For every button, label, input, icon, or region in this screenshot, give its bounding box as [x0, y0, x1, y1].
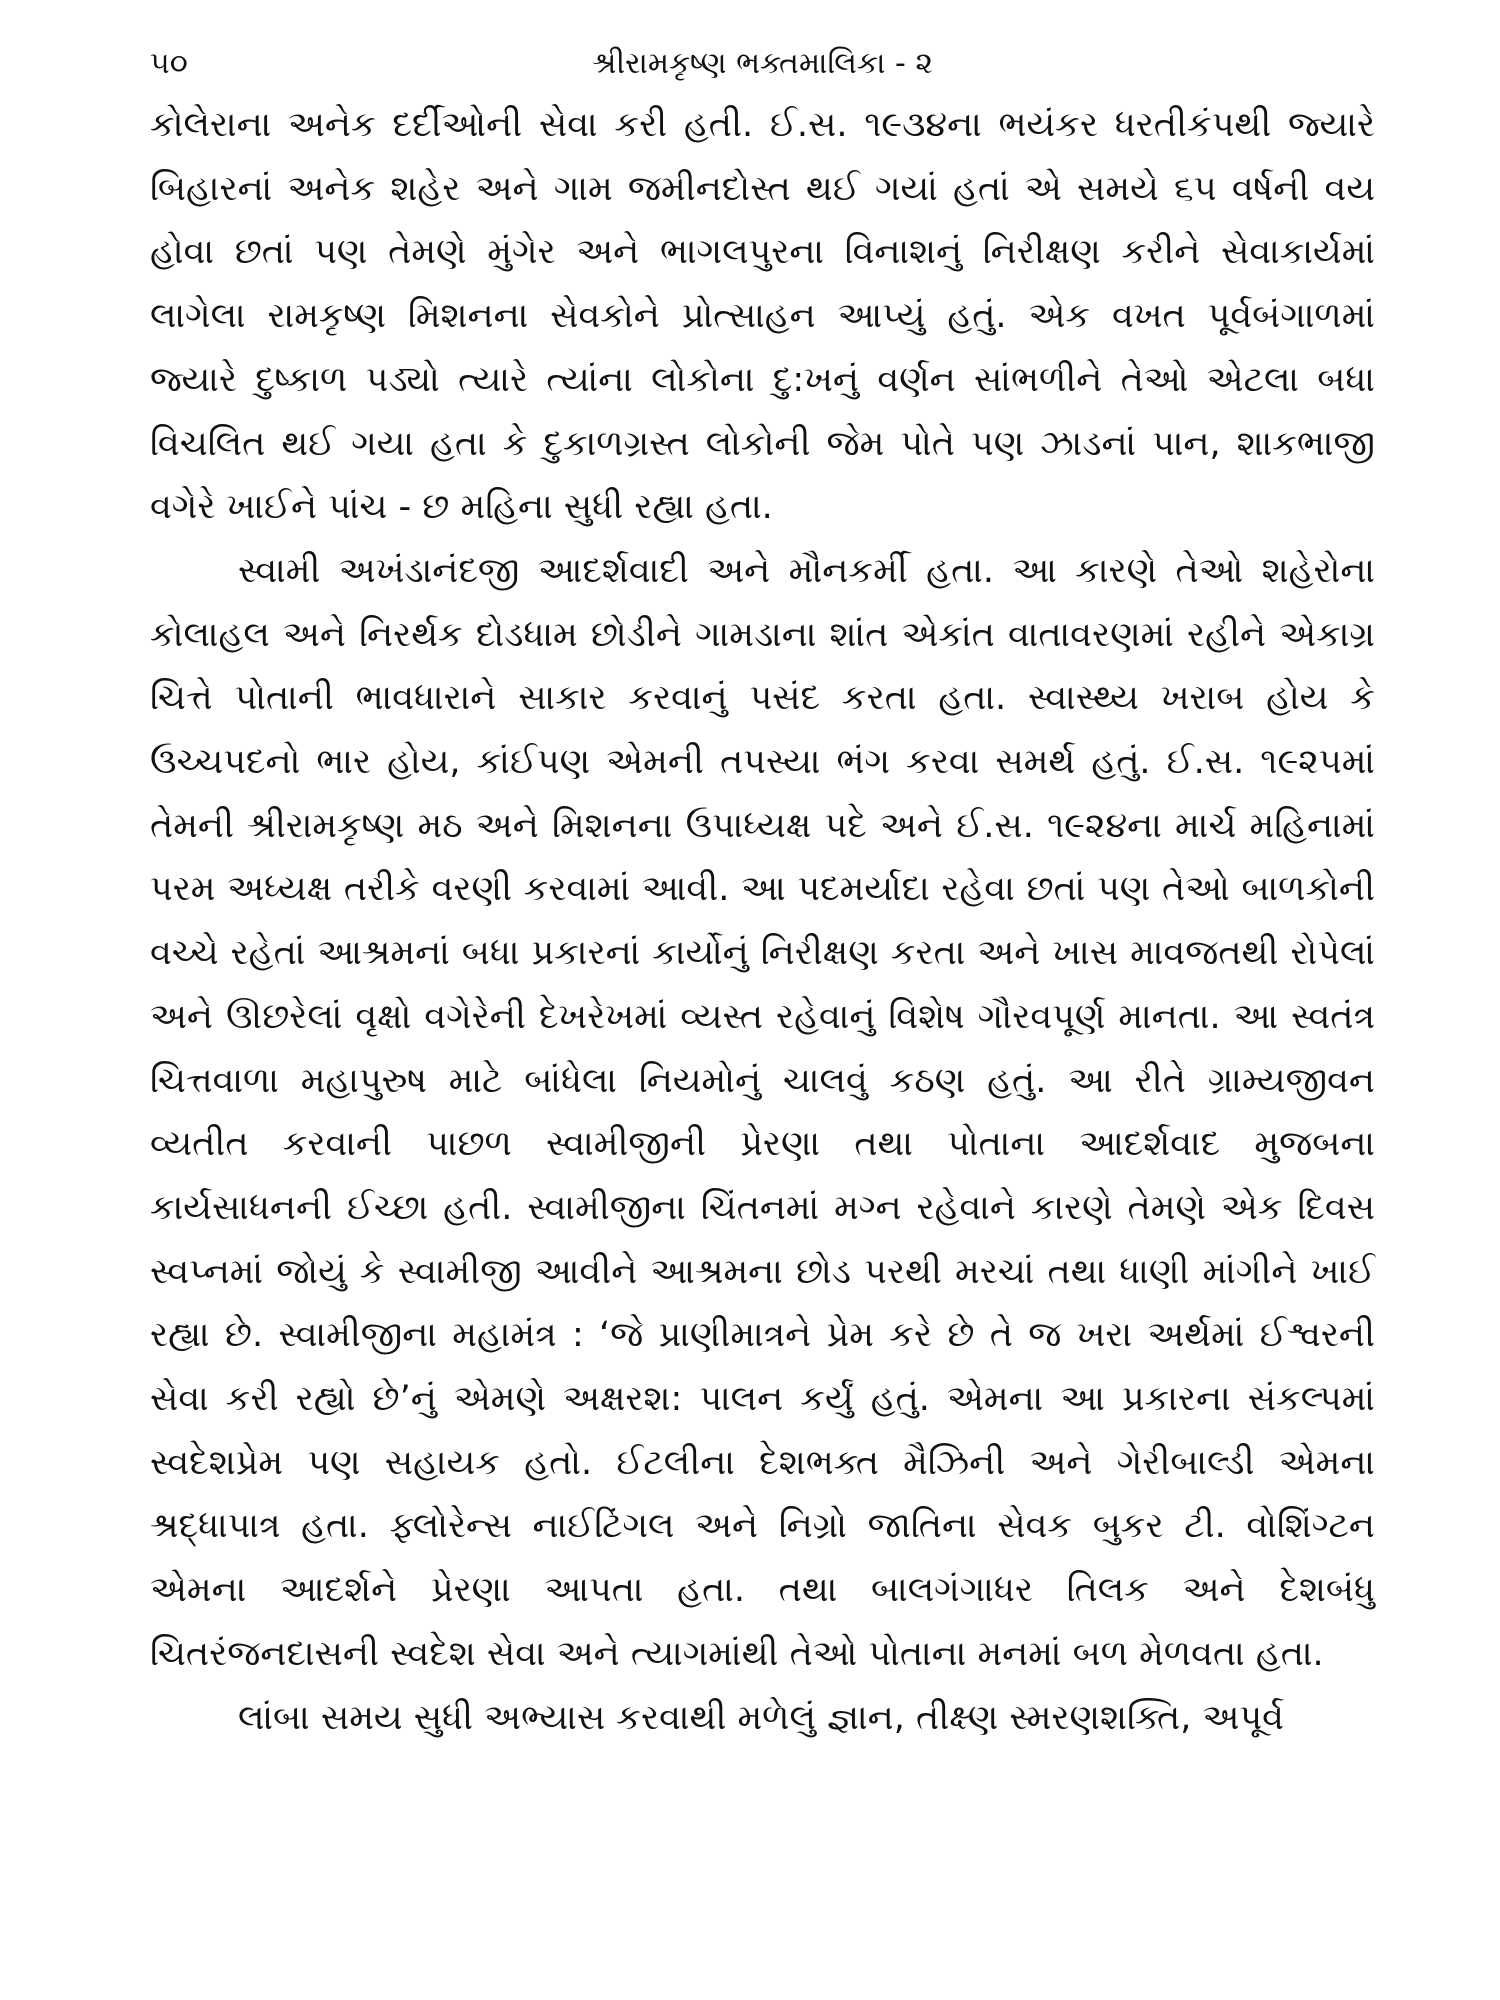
paragraph-2: સ્વામી અખંડાનંદજી આદર્શવાદી અને મૌનકર્મી હતા. આ કારણે તેઓ શહેરોના કોલાહલ અને નિરર્થક દોડધામ છોડીને ગામડાના શાંત એકાંત વાતાવરણમાં રહીને એકાગ્ર ચિત્તે પોતાની ભાવધારાને સાકાર કરવાનું પસંદ કરતા હતા. સ્વાસ્થ્ય ખરાબ હોય કે ઉચ્ચપદનો ભાર હોય, કાંઈપણ એમની તપસ્યા ભંગ કરવા સમર્થ હતું. ઈ.સ. ૧૯૨૫માં તેમની શ્રીરામકૃષ્ણ મઠ અને મિશનના ઉપાધ્યક્ષ પદે અને ઈ.સ. ૧૯૨૪ના માર્ચ મહિનામાં પરમ અધ્યક્ષ તરીકે વરણી કરવામાં આવી. આ પદમર્યાદા રહેવા છતાં પણ તેઓ બાળકોની વચ્ચે રહેતાં આશ્રમનાં બધા પ્રકારનાં કાર્યોનું નિરીક્ષણ કરતા અને ખાસ માવજતથી રોપેલાં અને ઊછરેલાં વૃક્ષો વગેરેની દેખરેખમાં વ્યસ્ત રહેવાનું વિશેષ ગૌરવપૂર્ણ માનતા. આ સ્વતંત્ર ચિત્તવાળા મહાપુરુષ માટે બાંધેલા નિયમોનું ચાલવું કઠણ હતું. આ રીતે ગ્રામ્યજીવન વ્યતીત કરવાની પાછળ સ્વામીજીની પ્રેરણા તથા પોતાના આદર્શવાદ મુજબના કાર્યસાધનની ઈચ્છા હતી. સ્વામીજીના ચિંતનમાં મગ્ન રહેવાને કારણે તેમણે એક દિવસ સ્વપ્નમાં જોયું કે સ્વામીજી આવીને આશ્રમના છોડ પરથી મરચાં તથા ધાણી માંગીને ખાઈ રહ્યા છે. સ્વામીજીના મહામંત્ર : ‘જે પ્રાણીમાત્રને પ્રેમ કરે છે તે જ ખરા અર્થમાં ઈશ્વરની સેવા કરી રહ્યો છે’નું એમણે અક્ષરશ: પાલન કર્યું હતું. એમના આ પ્રકારના સંકલ્પમાં સ્વદેશપ્રેમ પણ સહાયક હતો. ઈટલીના દેશભક્ત મૈઝિની અને ગેરીબાલ્ડી એમના શ્રદ્ધાપાત્ર હતા. ફ્લોરેન્સ નાઈટિંગલ અને નિગ્રો જાતિના સેવક બુકર ટી. વોશિંગ્ટન એમના આદર્શને પ્રેરણા આપતા હતા. તથા બાલગંગાધર તિલક અને દેશબંધુ ચિતરંજનદાસની સ્વદેશ સેવા અને ત્યાગમાંથી તેઓ પોતાના મનમાં બળ મેળવતા હતા. [150, 550, 1375, 1674]
page-number: ૫૦ [150, 46, 188, 81]
page-header [150, 42, 1375, 86]
paragraph-3: લાંબા સમય સુધી અભ્યાસ કરવાથી મળેલું જ્ઞાન, તીક્ષ્ણ સ્મરણશક્તિ, અપૂર્વ [238, 1697, 1284, 1738]
body-text [150, 94, 1375, 1750]
paragraph-1: કોલેરાના અનેક દર્દીઓની સેવા કરી હતી. ઈ.સ. ૧૯૩૪ના ભયંકર ધરતીકંપથી જ્યારે બિહારનાં અનેક શહેર અને ગામ જમીનદોસ્ત થઈ ગયાં હતાં એ સમયે ૬૫ વર્ષની વય હોવા છતાં પણ તેમણે મુંગેર અને ભાગલપુરના વિનાશનું નિરીક્ષણ કરીને સેવાકાર્યમાં લાગેલા રામકૃષ્ણ મિશનના સેવકોને પ્રોત્સાહન આપ્યું હતું. એક વખત પૂર્વબંગાળમાં જ્યારે દુષ્કાળ પડ્યો ત્યારે ત્યાંના લોકોના દુ:ખનું વર્ણન સાંભળીને તેઓ એટલા બધા વિચલિત થઈ ગયા હતા કે દુકાળગ્રસ્ત લોકોની જેમ પોતે પણ ઝાડનાં પાન, શાકભાજી વગેરે ખાઈને પાંચ - છ મહિના સુધી રહ્યા હતા. [150, 105, 1375, 528]
running-title: શ્રીરામકૃષ્ણ ભક્તમાલિકા - ૨ [592, 46, 933, 81]
